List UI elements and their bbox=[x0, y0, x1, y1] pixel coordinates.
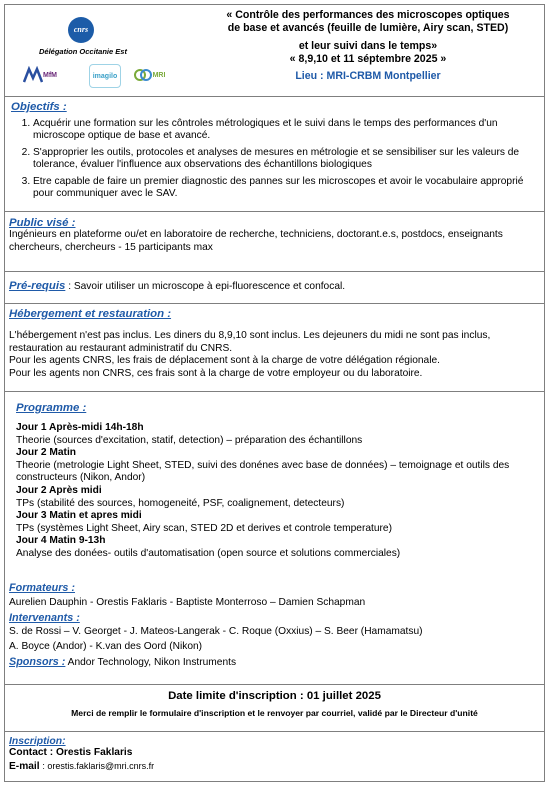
mfm-logo bbox=[15, 64, 65, 86]
day-2-text: Theorie (metrologie Light Sheet, STED, suivi des donénes avec base de données) – temoignage et outils des constructeurs (Nikon, Andor) bbox=[16, 459, 510, 484]
title-line-3: et leur suivi dans le temps» bbox=[298, 39, 438, 52]
intervenants-line-1: S. de Rossi – V. Georget - J. Mateos-Langerak - C. Roque (Oxxius) – S. Beer (Hamamatsu) bbox=[9, 626, 423, 638]
location: Lieu : MRI-CRBM Montpellier bbox=[295, 70, 441, 83]
objectif-item-1: 1. Acquérir une formation sur les côntroles métrologiques et le suivi dans le temps des performances d'un microscope optique de base et avancé. bbox=[33, 118, 538, 143]
hebergement-line-3: Pour les agents non CNRS, ces frais sont à la charge de votre employeur ou du laboratoire. bbox=[9, 367, 423, 379]
header bbox=[5, 5, 544, 96]
prerequis-section bbox=[5, 271, 544, 303]
objectif-item-3: 3. Etre capable de faire un premier diagnostic des pannes sur les microscopes et avoir le vocabulaire approprié pour communiquer avec le SAV. bbox=[33, 176, 538, 201]
objectifs-heading: Objectifs : bbox=[11, 101, 67, 113]
dates: « 8,9,10 et 11 séptembre 2025 » bbox=[289, 52, 447, 65]
email-label: E-mail bbox=[9, 760, 40, 772]
public-heading: Public visé : bbox=[9, 217, 76, 229]
hebergement-heading: Hébergement et restauration : bbox=[9, 308, 172, 320]
day-3-text: TPs (stabilité des sources, homogeneité, PSF, coalignement, detecteurs) bbox=[16, 497, 345, 509]
prerequis-text: : Savoir utiliser un microscope à epi-fluorescence et confocal. bbox=[68, 281, 346, 292]
inscription-section bbox=[5, 731, 544, 782]
objectifs-section bbox=[5, 96, 544, 211]
sponsors-heading: Sponsors : bbox=[9, 656, 66, 669]
objectif-item-2: 2. S'approprier les outils, protocoles et analyses de mesures en métrologie et se sensibiliser sur les valeurs de tolerance, évaluer l'influence aux observations des échantillons biologiques bbox=[33, 147, 538, 172]
day-5-text: Analyse des donées- outils d'automatisation (open source et solutions commerciales) bbox=[16, 547, 401, 559]
deadline-section bbox=[5, 684, 544, 731]
delegation-label: Délégation Occitanie Est bbox=[39, 47, 127, 56]
sponsors-text: Andor Technology, Nikon Instruments bbox=[67, 657, 237, 669]
sponsors-row bbox=[9, 656, 540, 668]
title-line-1: « Contrôle des performances des microscopes optiques bbox=[226, 9, 510, 21]
mri-mark-icon bbox=[133, 66, 153, 84]
intervenants-heading: Intervenants : bbox=[9, 612, 80, 625]
inscription-heading: Inscription: bbox=[9, 736, 66, 747]
day-3-title: Jour 2 Après midi bbox=[16, 484, 102, 496]
deadline-title: Date limite d'inscription : 01 juillet 2025 bbox=[168, 690, 381, 702]
programme-heading: Programme : bbox=[16, 402, 87, 414]
imagilo-logo: imagilo bbox=[89, 64, 121, 88]
hebergement-line-2: Pour les agents CNRS, les frais de déplacement sont à la charge de votre délégation régionale. bbox=[9, 355, 440, 367]
mri-logo bbox=[124, 64, 174, 86]
formateurs-text: Aurelien Dauphin - Orestis Faklaris - Baptiste Monterroso – Damien Schapman bbox=[9, 596, 366, 608]
day-1-text: Theorie (sources d'excitation, statif, detection) – préparation des échantillons bbox=[16, 434, 363, 446]
mfm-mark-icon bbox=[23, 66, 43, 84]
prerequis-heading: Pré-requis bbox=[9, 280, 66, 292]
title-line-2: de base et avancés (feuille de lumière, Airy scan, STED) bbox=[227, 22, 509, 35]
public-section bbox=[5, 211, 544, 271]
day-2-title: Jour 2 Matin bbox=[16, 447, 77, 459]
day-4-title: Jour 3 Matin et apres midi bbox=[16, 510, 142, 522]
day-4-text: TPs (systèmes Light Sheet, Airy scan, STED 2D et derives et controle temperature) bbox=[16, 522, 392, 534]
email-address[interactable]: : orestis.faklaris@mri.cnrs.fr bbox=[42, 760, 155, 771]
contact-name: Contact : Orestis Faklaris bbox=[9, 747, 133, 758]
intervenants-line-2: A. Boyce (Andor) - K.van des Oord (Nikon) bbox=[9, 640, 203, 652]
logo-block bbox=[11, 9, 191, 94]
cnrs-logo: cnrs bbox=[68, 17, 94, 43]
objectifs-list bbox=[11, 118, 538, 200]
day-1-title: Jour 1 Après-midi 14h-18h bbox=[16, 422, 144, 433]
hebergement-section bbox=[5, 303, 544, 391]
hebergement-line-1: L'hébergement n'est pas inclus. Les diners du 8,9,10 sont inclus. Les dejeuners du midi ne sont pas inclus, restauration au restaurant administratif du CNRS. bbox=[9, 330, 491, 354]
mfm-logo-text: MfM bbox=[43, 71, 57, 79]
day-5-title: Jour 4 Matin 9-13h bbox=[16, 535, 106, 547]
public-text: Ingénieurs en plateforme ou/et en laboratoire de recherche, techniciens, doctorant.e.s, postdocs, enseignants chercheurs, chercheurs - 15 participants max bbox=[9, 229, 503, 253]
programme-section bbox=[5, 391, 544, 684]
formateurs-heading: Formateurs : bbox=[9, 581, 75, 594]
programme-days bbox=[9, 422, 540, 561]
mri-logo-text: MRI bbox=[152, 71, 166, 79]
title-block bbox=[195, 9, 541, 83]
email-row bbox=[9, 760, 540, 774]
deadline-note: Merci de remplir le formulaire d'inscription et le renvoyer par courriel, validé par le Directeur d'unité bbox=[71, 708, 478, 718]
training-flyer bbox=[4, 4, 545, 782]
